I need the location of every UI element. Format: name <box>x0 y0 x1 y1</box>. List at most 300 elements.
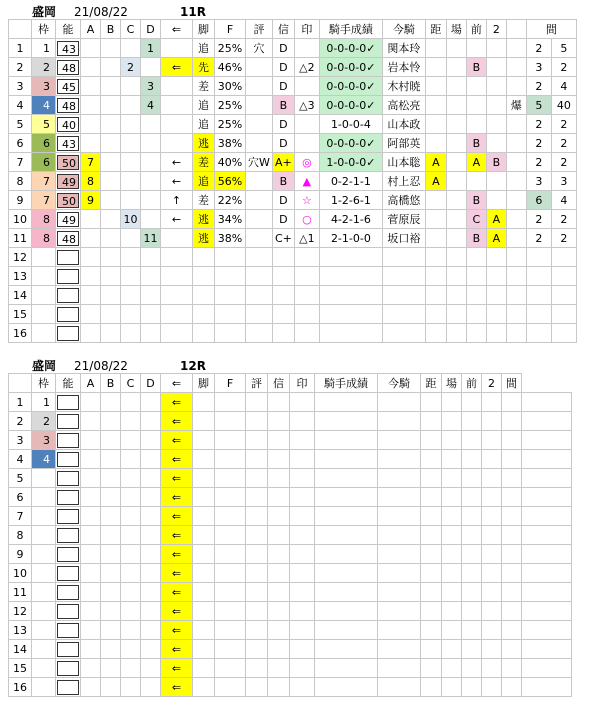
cell-col-a <box>81 393 101 412</box>
row-number: 5 <box>9 469 32 488</box>
race1-header-cell: 間 <box>526 20 576 39</box>
race2-header-cell: 間 <box>502 374 522 393</box>
cell-interval-1: 2 <box>526 229 551 248</box>
cell-second: A <box>486 229 506 248</box>
cell-flag <box>506 248 526 267</box>
cell-jockey-record <box>315 640 378 659</box>
cell-course <box>446 77 466 96</box>
cell-col-a <box>81 640 101 659</box>
cell-interval-1 <box>522 526 572 545</box>
cell-waku: 8 <box>32 229 56 248</box>
cell-second <box>486 267 506 286</box>
cell-jockey: 高松亮 <box>382 96 425 115</box>
cell-f-rate <box>215 412 246 431</box>
cell-mark <box>290 526 315 545</box>
cell-style <box>193 469 215 488</box>
cell-distance <box>421 507 442 526</box>
cell-distance <box>421 412 442 431</box>
cell-jockey-record: 0-0-0-0✓ <box>319 58 382 77</box>
cell-prev: B <box>466 229 486 248</box>
cell-interval-1 <box>526 324 551 343</box>
cell-prev <box>466 267 486 286</box>
cell-flag: 爆 <box>506 96 526 115</box>
cell-col-c <box>121 621 141 640</box>
cell-distance <box>421 488 442 507</box>
cell-prev <box>462 431 482 450</box>
cell-col-b <box>101 564 121 583</box>
cell-confidence <box>268 412 290 431</box>
cell-interval-2: 4 <box>551 191 576 210</box>
ability-box <box>57 269 79 284</box>
table-row <box>9 229 577 248</box>
race2-header-cell: ⇐ <box>161 374 193 393</box>
cell-waku <box>32 248 56 267</box>
race2-header-cell: D <box>141 374 161 393</box>
cell-col-a <box>81 564 101 583</box>
cell-prev <box>462 602 482 621</box>
cell-ability <box>56 450 81 469</box>
cell-confidence <box>268 507 290 526</box>
cell-interval-1 <box>522 621 572 640</box>
table-row <box>9 134 577 153</box>
race2-header-cell: B <box>101 374 121 393</box>
cell-jockey <box>378 621 421 640</box>
cell-ability <box>56 545 81 564</box>
cell-mark <box>290 602 315 621</box>
cell-flag <box>502 526 522 545</box>
cell-prev <box>462 412 482 431</box>
race2-header-cell: 距 <box>421 374 442 393</box>
cell-style <box>193 545 215 564</box>
table-row <box>9 210 577 229</box>
cell-rating <box>246 172 273 191</box>
cell-f-rate <box>215 640 246 659</box>
cell-col-d <box>141 621 161 640</box>
cell-prev <box>462 507 482 526</box>
cell-interval-2 <box>551 305 576 324</box>
cell-col-b <box>101 678 121 697</box>
cell-col-b <box>101 172 121 191</box>
cell-prev <box>466 324 486 343</box>
cell-col-b <box>101 77 121 96</box>
cell-waku <box>32 286 56 305</box>
cell-arrow: ⇐ <box>161 678 193 697</box>
cell-flag <box>506 58 526 77</box>
race2-table <box>8 373 572 697</box>
cell-f-rate <box>215 248 246 267</box>
cell-ability <box>56 229 81 248</box>
cell-distance <box>421 602 442 621</box>
cell-col-d <box>141 393 161 412</box>
cell-jockey: 山本政 <box>382 115 425 134</box>
cell-jockey-record <box>315 621 378 640</box>
cell-waku <box>32 640 56 659</box>
cell-rating <box>246 621 268 640</box>
cell-distance: A <box>425 153 446 172</box>
cell-rating <box>246 526 268 545</box>
cell-ability <box>56 564 81 583</box>
cell-ability <box>56 96 81 115</box>
cell-confidence <box>272 248 294 267</box>
row-number: 3 <box>9 77 32 96</box>
cell-waku <box>32 526 56 545</box>
cell-interval-1: 3 <box>526 58 551 77</box>
cell-col-d <box>141 564 161 583</box>
cell-interval-1 <box>522 545 572 564</box>
cell-waku: 5 <box>32 115 56 134</box>
cell-f-rate <box>215 621 246 640</box>
cell-col-b <box>101 602 121 621</box>
cell-confidence: B <box>272 96 294 115</box>
cell-jockey: 菅原辰 <box>382 210 425 229</box>
cell-rating <box>246 191 273 210</box>
cell-second <box>482 412 502 431</box>
row-number: 12 <box>9 248 32 267</box>
cell-interval-1: 6 <box>526 191 551 210</box>
cell-style <box>193 621 215 640</box>
cell-rating: 穴W <box>246 153 273 172</box>
cell-course <box>446 39 466 58</box>
cell-col-a: 7 <box>81 153 101 172</box>
cell-f-rate <box>215 305 246 324</box>
cell-jockey-record <box>315 412 378 431</box>
cell-interval-1: 2 <box>526 77 551 96</box>
cell-prev <box>466 286 486 305</box>
cell-confidence <box>268 469 290 488</box>
cell-jockey-record: 0-0-0-0✓ <box>319 77 382 96</box>
cell-style <box>193 507 215 526</box>
race1-header-cell: 場 <box>446 20 466 39</box>
cell-jockey-record: 0-0-0-0✓ <box>319 96 382 115</box>
cell-col-b <box>101 659 121 678</box>
cell-jockey-record <box>315 583 378 602</box>
cell-mark <box>290 431 315 450</box>
cell-rating <box>246 96 273 115</box>
cell-jockey <box>378 469 421 488</box>
cell-f-rate: 25% <box>215 96 246 115</box>
cell-mark <box>294 267 319 286</box>
table-row <box>9 393 572 412</box>
cell-second <box>482 431 502 450</box>
cell-flag <box>502 488 522 507</box>
cell-arrow: ⇐ <box>161 526 193 545</box>
cell-col-c <box>121 545 141 564</box>
cell-arrow: ⇐ <box>161 393 193 412</box>
cell-col-d: 11 <box>141 229 161 248</box>
cell-col-b <box>101 393 121 412</box>
cell-course <box>442 412 462 431</box>
cell-col-a <box>81 248 101 267</box>
table-row <box>9 412 572 431</box>
cell-course <box>446 248 466 267</box>
cell-col-c <box>121 191 141 210</box>
cell-col-c <box>121 286 141 305</box>
cell-col-b <box>101 229 121 248</box>
cell-col-c <box>121 324 141 343</box>
cell-jockey <box>378 564 421 583</box>
cell-second <box>482 526 502 545</box>
race1-header-cell: 2 <box>486 20 506 39</box>
cell-ability <box>56 488 81 507</box>
cell-col-c <box>121 96 141 115</box>
cell-flag <box>506 324 526 343</box>
cell-col-b <box>101 248 121 267</box>
cell-col-c <box>121 507 141 526</box>
cell-flag <box>506 305 526 324</box>
cell-jockey-record <box>315 507 378 526</box>
cell-rating <box>246 248 273 267</box>
cell-col-d <box>141 286 161 305</box>
cell-f-rate <box>215 526 246 545</box>
cell-jockey <box>378 602 421 621</box>
race1-header-cell: 騎手成績 <box>319 20 382 39</box>
cell-jockey: 木村暁 <box>382 77 425 96</box>
cell-ability <box>56 248 81 267</box>
cell-jockey-record <box>319 324 382 343</box>
ability-box <box>57 680 79 695</box>
cell-col-d <box>141 450 161 469</box>
cell-second <box>482 488 502 507</box>
cell-arrow: ⇐ <box>161 621 193 640</box>
cell-ability <box>56 507 81 526</box>
cell-rating <box>246 564 268 583</box>
cell-second <box>482 564 502 583</box>
table-row <box>9 659 572 678</box>
race1-table <box>8 19 577 343</box>
row-number: 11 <box>9 229 32 248</box>
cell-col-c <box>121 412 141 431</box>
cell-jockey: 村上忍 <box>382 172 425 191</box>
row-number: 10 <box>9 210 32 229</box>
cell-col-a <box>81 678 101 697</box>
cell-course <box>442 526 462 545</box>
cell-col-a <box>81 229 101 248</box>
cell-rating <box>246 134 273 153</box>
cell-course <box>442 602 462 621</box>
cell-prev <box>466 248 486 267</box>
cell-confidence <box>268 583 290 602</box>
cell-interval-1 <box>522 469 572 488</box>
cell-interval-1 <box>526 305 551 324</box>
cell-flag <box>506 210 526 229</box>
ability-box: 40 <box>57 117 79 132</box>
cell-arrow <box>161 267 193 286</box>
cell-waku <box>32 621 56 640</box>
cell-confidence <box>268 621 290 640</box>
cell-second <box>482 469 502 488</box>
cell-interval-1: 2 <box>526 210 551 229</box>
ability-box <box>57 250 79 265</box>
cell-flag <box>502 640 522 659</box>
cell-course <box>446 191 466 210</box>
cell-jockey <box>378 526 421 545</box>
cell-col-a <box>81 431 101 450</box>
cell-rating: 穴 <box>246 39 273 58</box>
cell-course <box>442 621 462 640</box>
cell-f-rate <box>215 564 246 583</box>
cell-col-a <box>81 545 101 564</box>
cell-rating <box>246 58 273 77</box>
cell-waku: 6 <box>32 134 56 153</box>
cell-col-a <box>81 507 101 526</box>
cell-ability <box>56 58 81 77</box>
ability-box <box>57 642 79 657</box>
cell-waku: 7 <box>32 172 56 191</box>
cell-waku <box>32 469 56 488</box>
cell-second <box>486 115 506 134</box>
cell-style <box>193 324 215 343</box>
cell-prev: B <box>466 191 486 210</box>
cell-mark <box>290 659 315 678</box>
cell-jockey-record <box>315 431 378 450</box>
race2-header-cell: 信 <box>268 374 290 393</box>
cell-f-rate <box>215 507 246 526</box>
cell-arrow <box>161 286 193 305</box>
cell-f-rate: 40% <box>215 153 246 172</box>
cell-second <box>486 172 506 191</box>
cell-col-d <box>141 583 161 602</box>
cell-confidence: B <box>272 172 294 191</box>
cell-col-b <box>101 210 121 229</box>
cell-prev: C <box>466 210 486 229</box>
cell-arrow <box>161 115 193 134</box>
cell-confidence <box>268 640 290 659</box>
row-number: 10 <box>9 564 32 583</box>
cell-col-c: 10 <box>121 210 141 229</box>
cell-interval-2 <box>551 248 576 267</box>
cell-confidence <box>272 324 294 343</box>
cell-rating <box>246 412 268 431</box>
cell-rating <box>246 324 273 343</box>
cell-confidence <box>268 393 290 412</box>
cell-prev <box>462 526 482 545</box>
cell-waku <box>32 659 56 678</box>
row-number: 14 <box>9 286 32 305</box>
cell-rating <box>246 305 273 324</box>
cell-flag <box>502 431 522 450</box>
cell-waku: 6 <box>32 153 56 172</box>
ability-box <box>57 471 79 486</box>
cell-second <box>486 248 506 267</box>
cell-col-d <box>141 602 161 621</box>
cell-interval-1 <box>522 488 572 507</box>
cell-rating <box>246 659 268 678</box>
cell-rating <box>246 77 273 96</box>
cell-style: 追 <box>193 39 215 58</box>
cell-interval-1 <box>526 267 551 286</box>
cell-arrow: ⇐ <box>161 659 193 678</box>
cell-interval-1: 2 <box>526 39 551 58</box>
cell-jockey-record <box>315 564 378 583</box>
cell-col-c <box>121 153 141 172</box>
cell-col-b <box>101 191 121 210</box>
cell-second <box>486 58 506 77</box>
cell-col-a <box>81 305 101 324</box>
row-number: 12 <box>9 602 32 621</box>
cell-col-b <box>101 58 121 77</box>
cell-second <box>482 659 502 678</box>
cell-style: 逃 <box>193 134 215 153</box>
cell-waku <box>32 545 56 564</box>
cell-col-d <box>141 153 161 172</box>
cell-ability <box>56 134 81 153</box>
race1-venue: 盛岡 <box>32 5 57 19</box>
cell-f-rate <box>215 602 246 621</box>
cell-mark <box>294 77 319 96</box>
cell-f-rate: 25% <box>215 39 246 58</box>
cell-jockey <box>382 267 425 286</box>
cell-col-c <box>121 450 141 469</box>
race1-header-cell <box>9 20 32 39</box>
cell-confidence <box>268 488 290 507</box>
cell-rating <box>246 267 273 286</box>
cell-col-c: 2 <box>121 58 141 77</box>
ability-box <box>57 490 79 505</box>
cell-interval-2 <box>551 286 576 305</box>
cell-distance <box>425 248 446 267</box>
cell-col-c <box>121 267 141 286</box>
race2-venue: 盛岡 <box>32 359 57 373</box>
cell-arrow: ↑ <box>161 191 193 210</box>
cell-course <box>442 488 462 507</box>
cell-col-d <box>141 210 161 229</box>
cell-second <box>482 450 502 469</box>
row-number: 2 <box>9 58 32 77</box>
cell-waku <box>32 602 56 621</box>
cell-arrow <box>161 248 193 267</box>
cell-second <box>486 286 506 305</box>
cell-second <box>486 39 506 58</box>
cell-col-b <box>101 305 121 324</box>
cell-arrow: ⇐ <box>161 564 193 583</box>
cell-mark <box>290 450 315 469</box>
cell-jockey <box>382 305 425 324</box>
race1-header-cell: 信 <box>272 20 294 39</box>
cell-flag <box>502 602 522 621</box>
row-number: 5 <box>9 115 32 134</box>
cell-arrow <box>161 229 193 248</box>
cell-course <box>446 286 466 305</box>
cell-col-d <box>141 191 161 210</box>
cell-col-b <box>101 134 121 153</box>
cell-style <box>193 526 215 545</box>
cell-confidence: D <box>272 134 294 153</box>
cell-jockey <box>378 450 421 469</box>
cell-second <box>482 545 502 564</box>
race1-header-cell: C <box>121 20 141 39</box>
race1-header-cell: B <box>101 20 121 39</box>
race1-header-cell: 評 <box>246 20 273 39</box>
cell-flag <box>502 659 522 678</box>
cell-style <box>193 267 215 286</box>
cell-ability <box>56 393 81 412</box>
cell-col-d <box>141 172 161 191</box>
ability-box: 48 <box>57 60 79 75</box>
cell-course <box>446 305 466 324</box>
race2-header-cell: C <box>121 374 141 393</box>
cell-distance <box>425 134 446 153</box>
cell-distance <box>425 267 446 286</box>
cell-interval-2 <box>551 267 576 286</box>
cell-mark <box>294 286 319 305</box>
cell-style <box>193 412 215 431</box>
race2-header-cell: 騎手成績 <box>315 374 378 393</box>
row-number: 8 <box>9 172 32 191</box>
cell-style: 逃 <box>193 210 215 229</box>
cell-distance <box>425 77 446 96</box>
cell-jockey-record <box>315 393 378 412</box>
cell-mark: ▲ <box>294 172 319 191</box>
